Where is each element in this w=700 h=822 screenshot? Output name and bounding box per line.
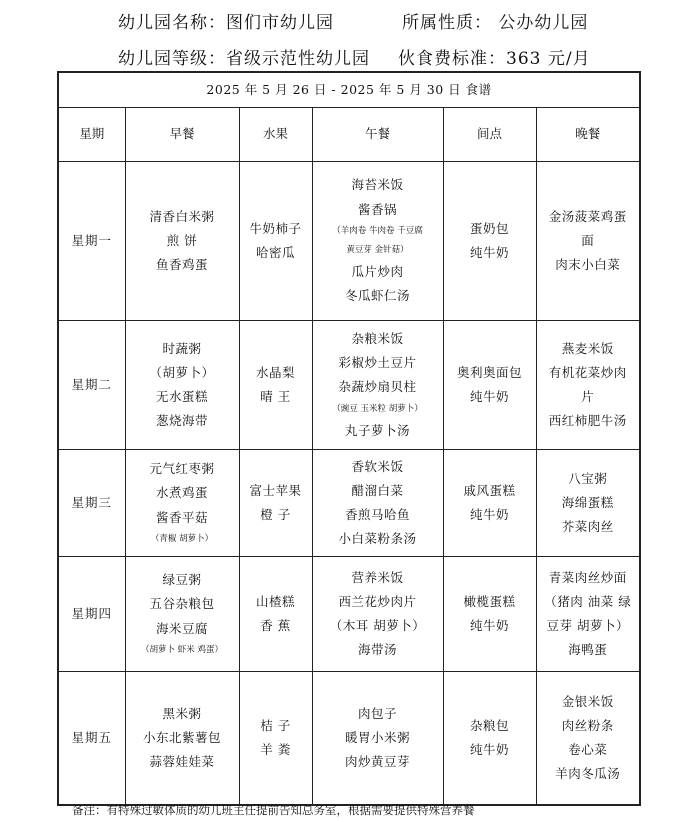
menu-item: 元气红枣粥 — [149, 461, 215, 477]
dinner-cell — [536, 321, 640, 450]
fruit-cell — [239, 162, 312, 321]
menu-item: 清香白米粥 — [149, 208, 215, 224]
menu-item: 葱烧海带 — [155, 413, 208, 429]
menu-item: 水晶梨 — [255, 364, 295, 380]
menu-item: 戚风蛋糕 — [463, 482, 516, 498]
dinner-cell — [536, 162, 640, 321]
lunch-cell — [312, 557, 443, 672]
menu-title-row — [58, 72, 640, 108]
menu-item: 晴 王 — [260, 389, 291, 404]
dinner-cell — [536, 672, 640, 806]
menu-item: 羊肉冬瓜汤 — [555, 766, 621, 782]
weekly-menu-table — [57, 71, 641, 806]
breakfast-cell — [125, 162, 239, 321]
menu-item: 鱼香鸡蛋 — [155, 257, 208, 273]
menu-item: 奥利奥面包 — [456, 364, 522, 380]
menu-item: 山楂糕 — [255, 593, 295, 609]
column-header-fruit: 水果 — [239, 108, 312, 162]
menu-item: 丸子萝卜汤 — [344, 422, 410, 438]
menu-item: 有机花菜炒肉 — [548, 364, 627, 380]
menu-item: 面 — [581, 232, 595, 248]
lunch-cell — [312, 162, 443, 321]
table-row — [58, 557, 640, 672]
menu-item: 海绵蛋糕 — [561, 494, 614, 510]
dinner-cell — [536, 450, 640, 557]
column-header-row — [58, 108, 640, 162]
menu-item: 金银米饭 — [561, 693, 614, 709]
menu-item: 杂粮包 — [469, 717, 509, 733]
menu-item: 纯牛奶 — [469, 742, 509, 757]
menu-item: 八宝粥 — [568, 470, 608, 486]
menu-item: 牛奶柿子 — [249, 220, 302, 236]
day-cell: 星期三 — [58, 450, 125, 557]
breakfast-cell — [125, 557, 239, 672]
menu-item: 西兰花炒肉片 — [338, 593, 417, 609]
menu-item: 纯牛奶 — [469, 507, 509, 522]
menu-item: 黑米粥 — [162, 705, 202, 721]
menu-item: 豆芽 胡萝卜） — [546, 618, 630, 633]
menu-item: 片 — [581, 389, 595, 404]
menu-title: 2025 年 5 月 26 日 - 2025 年 5 月 30 日 食谱 — [58, 72, 640, 108]
kindergarten-grade: 幼儿园等级：省级示范性幼儿园 — [118, 49, 370, 69]
table-row — [58, 672, 640, 806]
menu-item-note: （豌豆 玉米粒 胡萝卜） — [332, 403, 423, 414]
footnote: 备注：有特殊过敏体质的幼儿班主任提前告知总务室，根据需要提供特殊营养餐 — [72, 803, 475, 817]
menu-item: 桔 子 — [260, 717, 291, 733]
kindergarten-name: 幼儿园名称：图们市幼儿园 — [118, 13, 334, 33]
menu-item: 羊 粪 — [260, 742, 291, 757]
snack-cell — [443, 162, 536, 321]
menu-item: 西红柿肥牛汤 — [548, 413, 627, 429]
menu-item: 绿豆粥 — [162, 572, 202, 588]
menu-item: 香软米饭 — [351, 458, 404, 474]
snack-cell — [443, 450, 536, 557]
menu-item: 煎 饼 — [166, 232, 198, 248]
menu-item: 橙 子 — [260, 507, 291, 522]
menu-item: 富士苹果 — [249, 482, 302, 498]
meal-fee-standard: 伙食费标准：363 元/月 — [398, 49, 591, 69]
menu-item: 时蔬粥 — [162, 340, 202, 356]
menu-item: 五谷杂粮包 — [149, 596, 215, 612]
menu-item: 纯牛奶 — [469, 389, 509, 404]
snack-cell — [443, 557, 536, 672]
snack-cell — [443, 321, 536, 450]
menu-item: 青菜肉丝炒面 — [548, 569, 627, 585]
day-cell: 星期一 — [58, 162, 125, 321]
menu-item: 冬瓜虾仁汤 — [344, 288, 410, 304]
fruit-cell — [239, 321, 312, 450]
lunch-cell — [312, 672, 443, 806]
menu-item: 燕麦米饭 — [561, 340, 614, 356]
column-header-breakfast: 早餐 — [125, 108, 239, 162]
fruit-cell — [239, 672, 312, 806]
menu-item-note: （胡萝卜 虾米 鸡蛋） — [141, 644, 223, 655]
menu-item: 杂粮米饭 — [351, 330, 404, 346]
menu-item: 肉丝粉条 — [561, 717, 614, 733]
menu-item: 营养米饭 — [351, 569, 404, 585]
dinner-cell — [536, 557, 640, 672]
column-header-lunch: 午餐 — [312, 108, 443, 162]
menu-item: 哈密瓜 — [255, 245, 295, 260]
menu-item: 海鸭蛋 — [568, 642, 608, 658]
menu-item: 海苔米饭 — [351, 177, 404, 193]
menu-item: 金汤菠菜鸡蛋 — [548, 208, 627, 224]
menu-item-note: （羊肉卷 牛肉卷 千豆腐 — [332, 225, 423, 236]
menu-item: 蒜蓉娃娃菜 — [149, 754, 215, 770]
menu-item: 肉炒黄豆芽 — [344, 754, 410, 770]
column-header-snack: 间点 — [443, 108, 536, 162]
menu-item: 小东北紫薯包 — [142, 729, 221, 745]
menu-item: 醋溜白菜 — [351, 482, 404, 498]
column-header-dinner: 晚餐 — [536, 108, 640, 162]
column-header-day: 星期 — [58, 108, 125, 162]
menu-item: 肉末小白菜 — [555, 257, 621, 273]
table-row — [58, 162, 640, 321]
menu-item: 小白菜粉条汤 — [338, 531, 417, 547]
menu-item: 酱香平菇 — [155, 509, 208, 525]
menu-item: 暖胃小米粥 — [344, 729, 410, 745]
menu-item: 芥菜肉丝 — [561, 519, 614, 535]
fruit-cell — [239, 450, 312, 557]
menu-item-note: （青椒 胡萝卜） — [150, 533, 214, 544]
lunch-cell — [312, 321, 443, 450]
breakfast-cell — [125, 450, 239, 557]
lunch-cell — [312, 450, 443, 557]
menu-item: 无水蛋糕 — [155, 389, 208, 404]
menu-item: （猪肉 油菜 绿 — [544, 593, 632, 609]
table-row — [58, 450, 640, 557]
snack-cell — [443, 672, 536, 806]
menu-item: 酱香锅 — [357, 201, 397, 217]
menu-item: 橄榄蛋糕 — [463, 593, 516, 609]
breakfast-cell — [125, 321, 239, 450]
menu-item: 纯牛奶 — [469, 245, 509, 260]
menu-item: 蛋奶包 — [469, 220, 509, 236]
day-cell: 星期五 — [58, 672, 125, 806]
menu-item: 香 蕉 — [260, 618, 291, 633]
kindergarten-property: 所属性质： 公办幼儿园 — [402, 13, 589, 33]
menu-item: 纯牛奶 — [469, 618, 509, 633]
menu-item: 瓜片炒肉 — [351, 264, 404, 280]
day-cell: 星期二 — [58, 321, 125, 450]
fruit-cell — [239, 557, 312, 672]
table-row — [58, 321, 640, 450]
menu-item: 杂蔬炒扇贝柱 — [338, 379, 417, 395]
menu-item: （木耳 胡萝卜） — [329, 618, 426, 633]
day-cell: 星期四 — [58, 557, 125, 672]
menu-item: 海米豆腐 — [155, 620, 208, 636]
menu-item: 肉包子 — [357, 705, 397, 721]
menu-item: 香煎马哈鱼 — [344, 507, 410, 522]
menu-item: 彩椒炒土豆片 — [338, 355, 417, 371]
menu-item: 卷心菜 — [568, 742, 608, 757]
menu-item: 海带汤 — [357, 642, 397, 658]
menu-item-note: 黄豆芽 金针菇） — [346, 245, 409, 255]
menu-item: 水煮鸡蛋 — [155, 485, 208, 501]
menu-item: （胡萝卜） — [149, 364, 215, 380]
breakfast-cell — [125, 672, 239, 806]
